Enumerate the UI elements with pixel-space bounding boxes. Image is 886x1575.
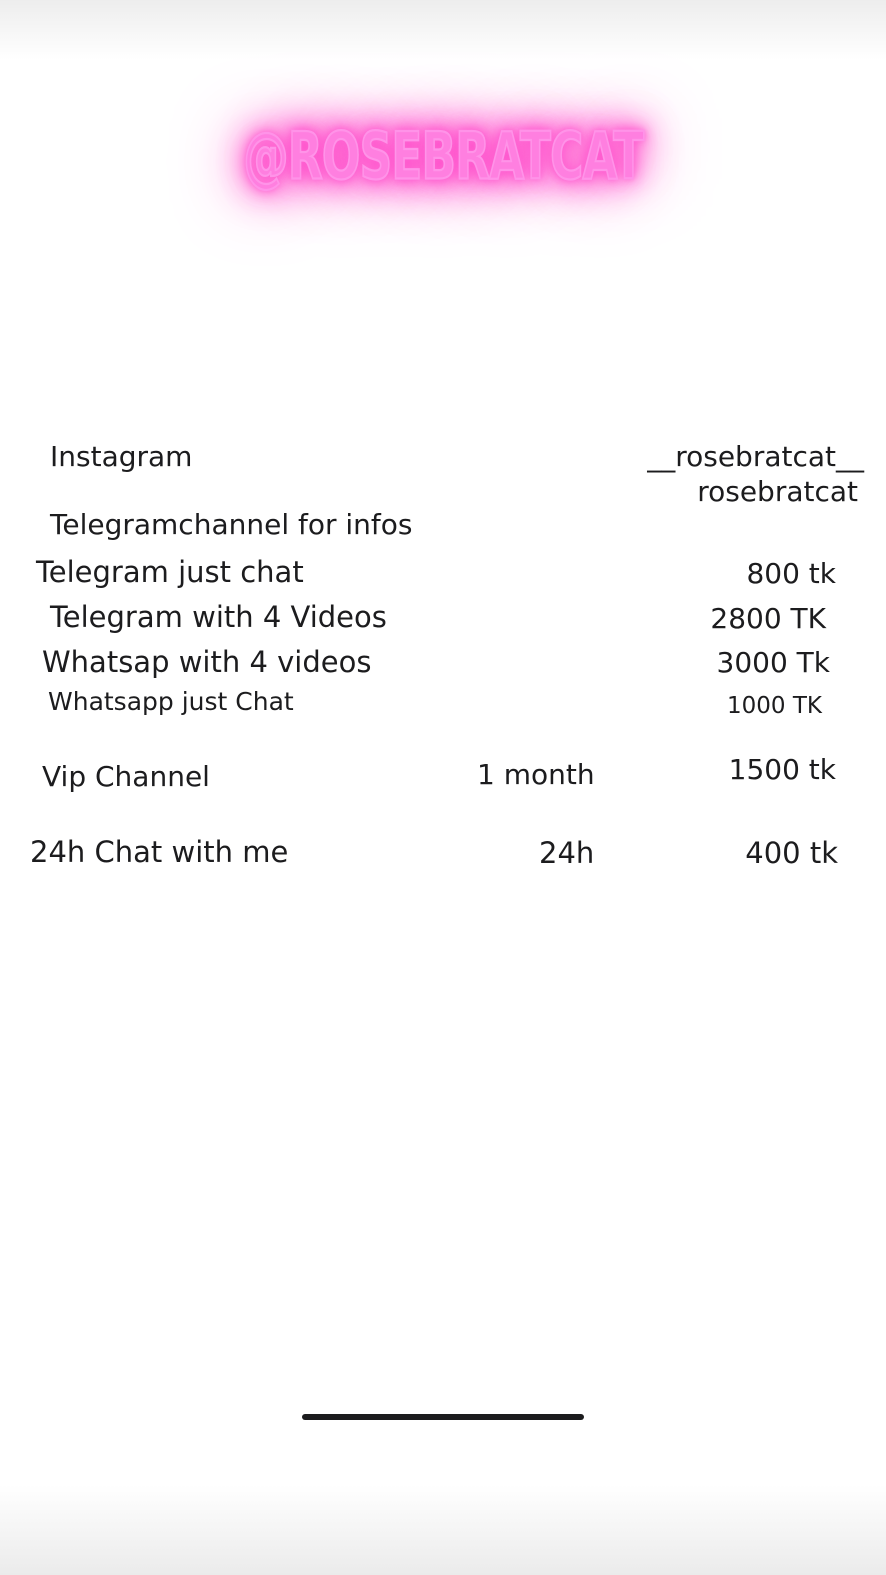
- row-label: Instagram: [50, 440, 193, 473]
- row-value: __rosebratcat__: [647, 440, 864, 473]
- row-label: Whatsap with 4 videos: [42, 645, 372, 679]
- home-indicator[interactable]: [302, 1414, 584, 1420]
- row-label: Telegramchannel for infos: [50, 508, 413, 541]
- handle-text: @ROSEBRATCAT: [243, 117, 643, 195]
- row-label: Whatsapp just Chat: [48, 687, 294, 716]
- row-value: 800 tk: [746, 557, 836, 590]
- row-label: Telegram just chat: [36, 555, 304, 589]
- row-value-secondary: rosebratcat: [697, 475, 858, 508]
- neon-handle: [0, 118, 886, 194]
- row-value: 400 tk: [745, 836, 838, 870]
- row-value: 1000 TK: [727, 693, 822, 719]
- row-label: Vip Channel: [42, 760, 210, 793]
- row-label: Telegram with 4 Videos: [50, 600, 387, 634]
- row-value: 3000 Tk: [716, 646, 830, 679]
- row-value: 1500 tk: [728, 753, 836, 786]
- row-value: 2800 TK: [710, 602, 826, 635]
- row-duration: 24h: [539, 836, 595, 870]
- row-label: 24h Chat with me: [30, 835, 289, 869]
- row-duration: 1 month: [477, 758, 595, 791]
